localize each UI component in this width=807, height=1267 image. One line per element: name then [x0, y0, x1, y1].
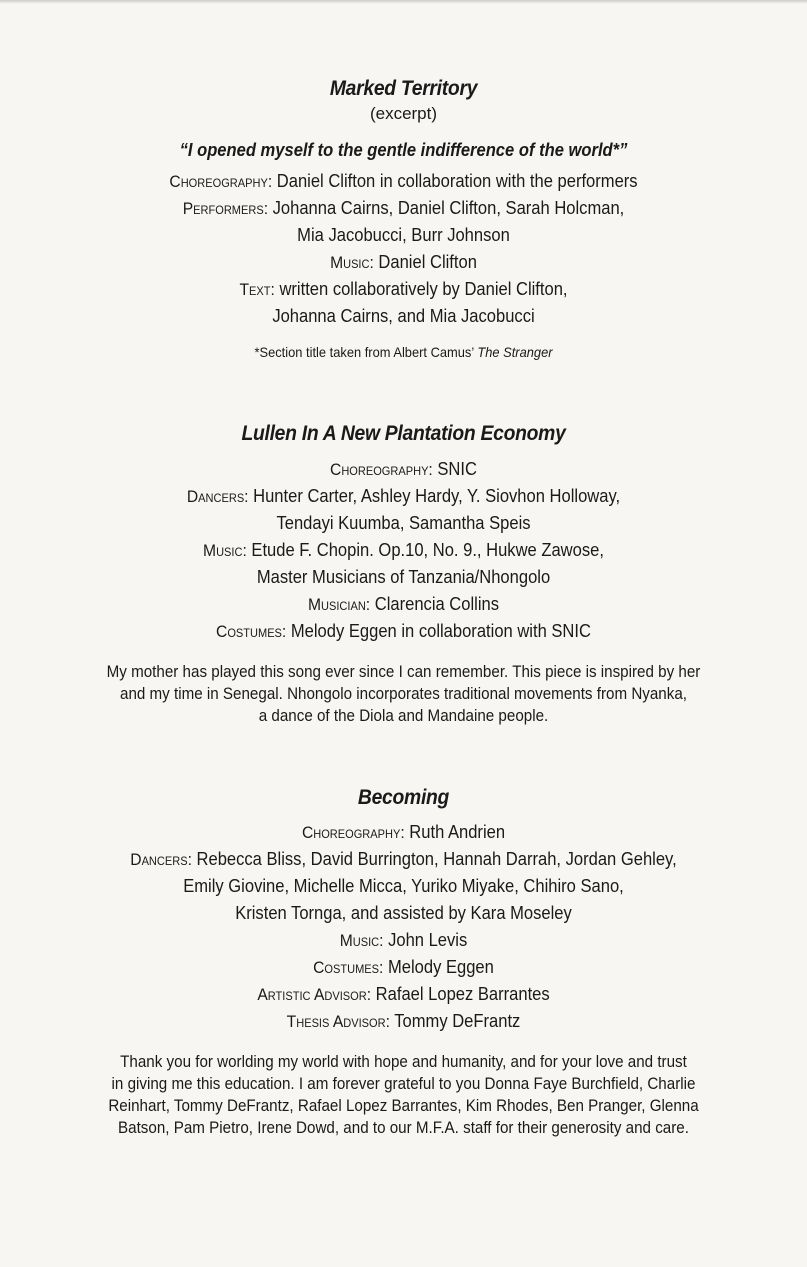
- credit-line: Music: Etude F. Chopin. Op.10, No. 9., Hukwe Zawose,: [203, 540, 604, 560]
- note-line: Reinhart, Tommy DeFrantz, Rafael Lopez Barrantes, Kim Rhodes, Ben Pranger, Glenna: [108, 1097, 699, 1115]
- credit-line: Dancers: Rebecca Bliss, David Burrington, Hannah Darrah, Jordan Gehley,: [130, 849, 677, 869]
- piece-title: Marked Territory: [329, 77, 478, 100]
- piece-lullen: [0, 421, 807, 727]
- credit-line: Mia Jacobucci, Burr Johnson: [297, 225, 510, 245]
- credits-list: [0, 456, 807, 645]
- piece-title: Lullen In A New Plantation Economy: [241, 422, 566, 445]
- note-line: Thank you for worlding my world with hope and humanity, and for your love and trust: [120, 1053, 687, 1071]
- credits-list: [0, 168, 807, 330]
- piece-notes: [0, 661, 807, 727]
- scan-edge: [0, 0, 807, 4]
- piece-subtitle: (excerpt): [369, 104, 438, 123]
- footnote: *Section title taken from Albert Camus’ The Stranger: [254, 344, 553, 360]
- credit-line: Master Musicians of Tanzania/Nhongolo: [256, 567, 551, 587]
- credit-line: Johanna Cairns, and Mia Jacobucci: [272, 306, 535, 326]
- credit-line: Costumes: Melody Eggen: [313, 957, 494, 977]
- credits-list: [0, 819, 807, 1035]
- credit-line: Music: John Levis: [339, 930, 468, 950]
- credit-line: Text: written collaboratively by Daniel Clifton,: [239, 279, 568, 299]
- credit-line: Thesis Advisor: Tommy DeFrantz: [286, 1011, 521, 1031]
- note-line: and my time in Senegal. Nhongolo incorporates traditional movements from Nyanka,: [119, 685, 688, 703]
- credit-line: Artistic Advisor: Rafael Lopez Barrantes: [257, 984, 550, 1004]
- piece-title: Becoming: [357, 786, 450, 809]
- piece-marked-territory: [0, 76, 807, 362]
- credit-line: Choreography: Daniel Clifton in collaboration with the performers: [169, 171, 638, 191]
- note-line: Batson, Pam Pietro, Irene Dowd, and to our M.F.A. staff for their generosity and care.: [118, 1119, 689, 1137]
- credit-line: Kristen Tornga, and assisted by Kara Moseley: [235, 903, 572, 923]
- piece-notes: [0, 1051, 807, 1139]
- credit-line: Music: Daniel Clifton: [330, 252, 477, 272]
- note-line: a dance of the Diola and Mandaine people.: [258, 707, 549, 725]
- credit-line: Tendayi Kuumba, Samantha Speis: [276, 513, 531, 533]
- credit-line: Musician: Clarencia Collins: [307, 594, 500, 614]
- credit-line: Emily Giovine, Michelle Micca, Yuriko Miyake, Chihiro Sano,: [183, 876, 624, 896]
- credit-line: Choreography: Ruth Andrien: [301, 822, 506, 842]
- piece-becoming: [0, 785, 807, 1139]
- credit-line: Performers: Johanna Cairns, Daniel Clifton, Sarah Holcman,: [182, 198, 625, 218]
- credit-line: Dancers: Hunter Carter, Ashley Hardy, Y. Siovhon Holloway,: [186, 486, 621, 506]
- credit-line: Choreography: SNIC: [330, 459, 477, 479]
- note-line: My mother has played this song ever since I can remember. This piece is inspired by her: [106, 663, 701, 681]
- credit-line: Costumes: Melody Eggen in collaboration with SNIC: [216, 621, 591, 641]
- note-line: in giving me this education. I am forever grateful to you Donna Faye Burchfield, Charlie: [111, 1075, 696, 1093]
- piece-quote: “I opened myself to the gentle indifference of the world*”: [179, 140, 628, 160]
